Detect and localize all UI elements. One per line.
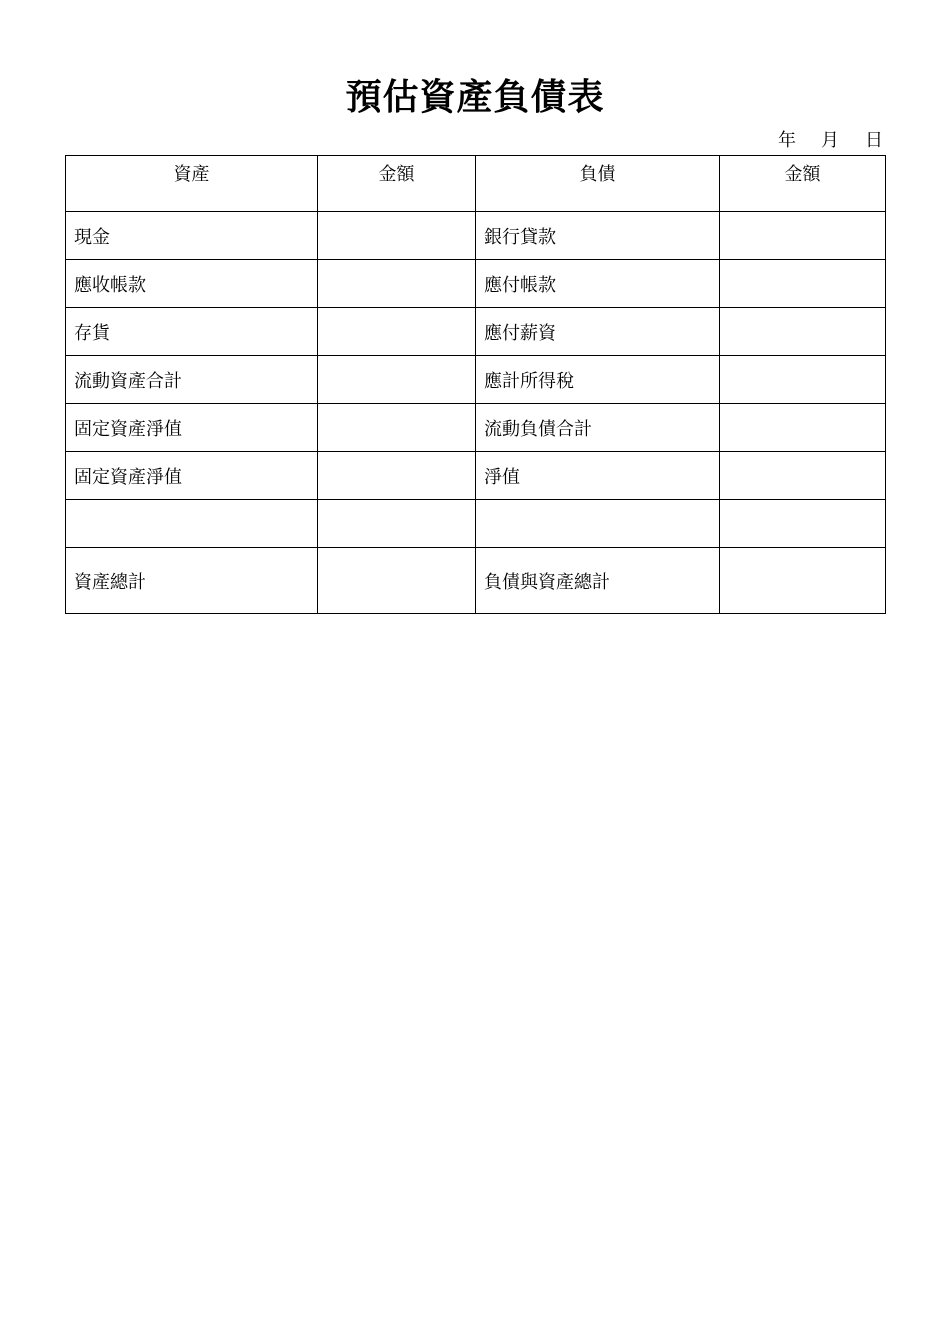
liability-amount-cell[interactable] xyxy=(720,452,886,500)
liability-label: 淨值 xyxy=(476,452,720,500)
asset-label: 固定資產淨值 xyxy=(66,404,318,452)
header-liabilities: 負債 xyxy=(476,156,720,212)
liability-amount-cell[interactable] xyxy=(720,356,886,404)
liabilities-total-amount-cell[interactable] xyxy=(720,548,886,614)
table-row xyxy=(66,260,886,308)
asset-label: 應收帳款 xyxy=(66,260,318,308)
header-liabilities-amount: 金額 xyxy=(720,156,886,212)
liability-amount-cell[interactable] xyxy=(720,404,886,452)
table-row xyxy=(66,452,886,500)
balance-sheet-table xyxy=(65,155,886,614)
table-row xyxy=(66,212,886,260)
liability-label: 應付薪資 xyxy=(476,308,720,356)
date-year-label: 年 xyxy=(778,130,796,151)
table-row xyxy=(66,404,886,452)
assets-total-amount-cell[interactable] xyxy=(318,548,476,614)
asset-label: 固定資產淨值 xyxy=(66,452,318,500)
date-day-label: 日 xyxy=(865,130,883,151)
header-assets: 資產 xyxy=(66,156,318,212)
table-row xyxy=(66,356,886,404)
asset-amount-cell[interactable] xyxy=(318,212,476,260)
liability-label[interactable] xyxy=(476,500,720,548)
asset-amount-cell[interactable] xyxy=(318,308,476,356)
header-assets-amount: 金額 xyxy=(318,156,476,212)
liability-amount-cell[interactable] xyxy=(720,260,886,308)
liability-amount-cell[interactable] xyxy=(720,212,886,260)
asset-label: 存貨 xyxy=(66,308,318,356)
asset-label[interactable] xyxy=(66,500,318,548)
asset-amount-cell[interactable] xyxy=(318,404,476,452)
liability-amount-cell[interactable] xyxy=(720,308,886,356)
asset-amount-cell[interactable] xyxy=(318,500,476,548)
liability-amount-cell[interactable] xyxy=(720,500,886,548)
totals-row xyxy=(66,548,886,614)
date-month-label: 月 xyxy=(821,130,839,151)
liabilities-total-label: 負債與資產總計 xyxy=(476,548,720,614)
asset-label: 流動資產合計 xyxy=(66,356,318,404)
asset-amount-cell[interactable] xyxy=(318,260,476,308)
page-title: 預估資產負債表 xyxy=(345,77,605,118)
asset-amount-cell[interactable] xyxy=(318,452,476,500)
table-row xyxy=(66,500,886,548)
liability-label: 應付帳款 xyxy=(476,260,720,308)
asset-amount-cell[interactable] xyxy=(318,356,476,404)
date-line xyxy=(760,130,885,152)
liability-label: 應計所得稅 xyxy=(476,356,720,404)
assets-total-label: 資產總計 xyxy=(66,548,318,614)
liability-label: 流動負債合計 xyxy=(476,404,720,452)
table-header-row xyxy=(66,156,886,212)
table-row xyxy=(66,308,886,356)
liability-label: 銀行貸款 xyxy=(476,212,720,260)
asset-label: 現金 xyxy=(66,212,318,260)
